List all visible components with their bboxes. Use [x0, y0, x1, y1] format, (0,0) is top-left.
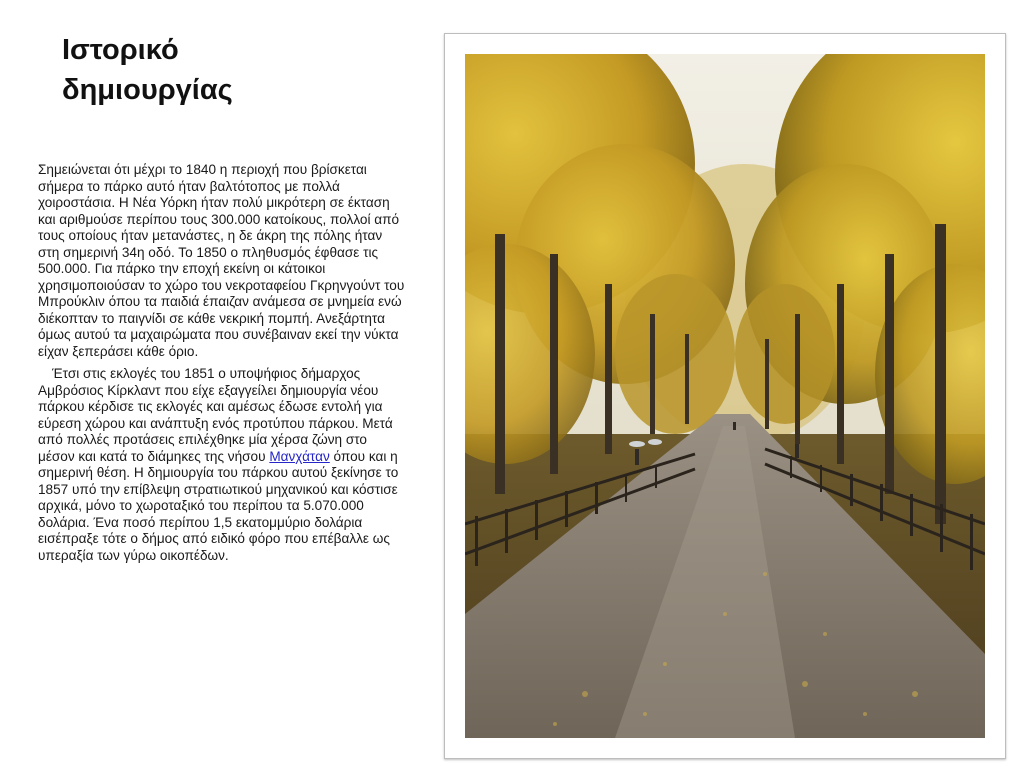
paragraph-1: Σημειώνεται ότι μέχρι το 1840 η περιοχή που βρίσκεται σήμερα το πάρκο αυτό ήταν βαλτότοπος με πολλά χοιροστάσια. Η Νέα Υόρκη ήταν πολύ μικρότερη σε έκταση και αριθμούσε περίπου τους 300.000 κατοίκους, πολλοί από τους οποίους ήταν μετανάστες, η δε άκρη της πόλης ήταν στη σημερινή 34η οδό. Το 1850 ο πληθυσμός έφθασε τις 500.000. Για πάρκο την εποχή εκείνη οι κάτοικοι χρησιμοποιούσαν το χώρο του νεκροταφείου Γκρηνγούντ του Μπρούκλιν όπου τα παιδιά έπαιζαν ανάμεσα σε μνημεία ενώ διέκοπταν το παιγνίδι σε κάθε νεκρική πομπή. Ανεξάρτητα όμως αυτού τα μαχαιρώματα που συνέβαιναν εκεί την νύκτα είχαν ξεπεράσει κάθε όριο.: [38, 162, 405, 359]
slide-title: [62, 30, 362, 110]
slide-title-line-2: δημιουργίας: [62, 74, 233, 106]
slide-title-line-1: Ιστορικό: [62, 34, 179, 66]
paragraph-2-end: όπου και η σημερινή θέση. Η δημιουργία του πάρκου αυτού ξεκίνησε το 1857 υπό την επίβλεψη στρατιωτικού μηχανικού και κόστισε αρχικά, μόνο το χωροταξικό του περίπου τα 5.070.000 δολάρια. Ένα ποσό περίπου 1,5 εκατομμύριο δολάρια εισέπραξε τότε ο δήμος από ειδικό φόρο που επέβαλλε ως υπεραξία των γύρω οικοπέδων.: [38, 448, 399, 563]
park-photo-illustration: [465, 54, 985, 738]
paragraph-2-start: Έτσι στις εκλογές του 1851 ο υποψήφιος δήμαρχος Αμβρόσιος Κίρκλαντ που είχε εξαγγείλει δημιουργία νέου πάρκου κέρδισε τις εκλογές και αμέσως έδωσε εντολή για εύρεση χώρου και ανάπτυξη ενός προτύπου πάρκου. Μετά από πολλές προτάσεις επιλέχθηκε μία χέρσα ζώνη στο μέσον και κατά το διάμηκες της νήσου: [38, 366, 393, 464]
manhattan-link[interactable]: Μανχάταν: [269, 448, 330, 464]
park-photo: [465, 54, 985, 738]
body-text: [38, 162, 406, 564]
photo-frame: [444, 33, 1006, 759]
paragraph-2: [38, 366, 406, 564]
